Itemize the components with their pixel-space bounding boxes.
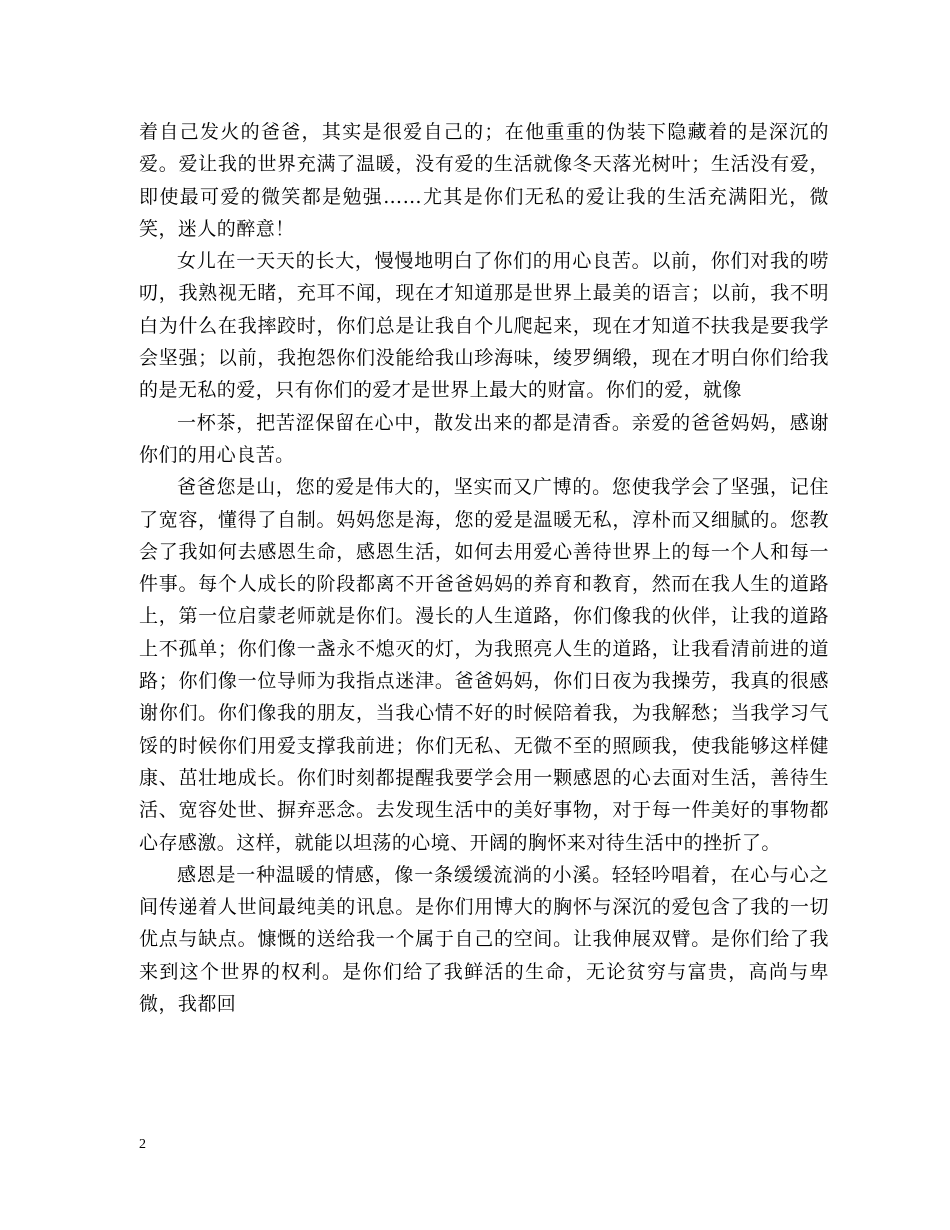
paragraph-1: 着自己发火的爸爸，其实是很爱自己的；在他重重的伪装下隐藏着的是深沉的爱。爱让我的世界充满了温暖，没有爱的生活就像冬天落光树叶；生活没有爱，即使最可爱的微笑都是勉强……尤其是你们无私的爱让我的生活充满阳光，微笑，迷人的醉意！ — [139, 121, 829, 240]
document-body — [139, 116, 829, 1020]
page-number: 2 — [139, 1137, 146, 1152]
paragraph-3: 一杯茶，把苦涩保留在心中，散发出来的都是清香。亲爱的爸爸妈妈，感谢你们的用心良苦。 — [139, 411, 829, 466]
paragraph-2: 女儿在一天天的长大，慢慢地明白了你们的用心良苦。以前，你们对我的唠叨，我熟视无睹，充耳不闻，现在才知道那是世界上最美的语言；以前，我不明白为什么在我摔跤时，你们总是让我自个儿爬起来，现在才知道不扶我是要我学会坚强；以前，我抱怨你们没能给我山珍海味，绫罗绸缎，现在才明白你们给我的是无私的爱，只有你们的爱才是世界上最大的财富。你们的爱，就像 — [139, 250, 829, 402]
paragraph-5: 感恩是一种温暖的情感，像一条缓缓流淌的小溪。轻轻吟唱着，在心与心之间传递着人世间最纯美的讯息。是你们用博大的胸怀与深沉的爱包含了我的一切优点与缺点。慷慨的送给我一个属于自己的空间。让我伸展双臂。是你们给了我来到这个世界的权利。是你们给了我鲜活的生命，无论贫穷与富贵，高尚与卑微，我都回 — [139, 863, 829, 1016]
paragraph-4: 爸爸您是山，您的爱是伟大的，坚实而又广博的。您使我学会了坚强，记住了宽容，懂得了自制。妈妈您是海，您的爱是温暖无私，淳朴而又细腻的。您教会了我如何去感恩生命，感恩生活，如何去用爱心善待世界上的每一个人和每一件事。每个人成长的阶段都离不开爸爸妈妈的养育和教育，然而在我人生的道路上，第一位启蒙老师就是你们。漫长的人生道路，你们像我的伙伴，让我的道路上不孤单；你们像一盏永不熄灭的灯，为我照亮人生的道路，让我看清前进的道路；你们像一位导师为我指点迷津。爸爸妈妈，你们日夜为我操劳，我真的很感谢你们。你们像我的朋友，当我心情不好的时候陪着我，为我解愁；当我学习气馁的时候你们用爱支撑我前进；你们无私、无微不至的照顾我，使我能够这样健康、茁壮地成长。你们时刻都提醒我要学会用一颗感恩的心去面对生活，善待生活、宽容处世、摒弃恶念。去发现生活中的美好事物，对于每一件美好的事物都心存感激。这样，就能以坦荡的心境、开阔的胸怀来对待生活中的挫折了。 — [139, 476, 829, 854]
